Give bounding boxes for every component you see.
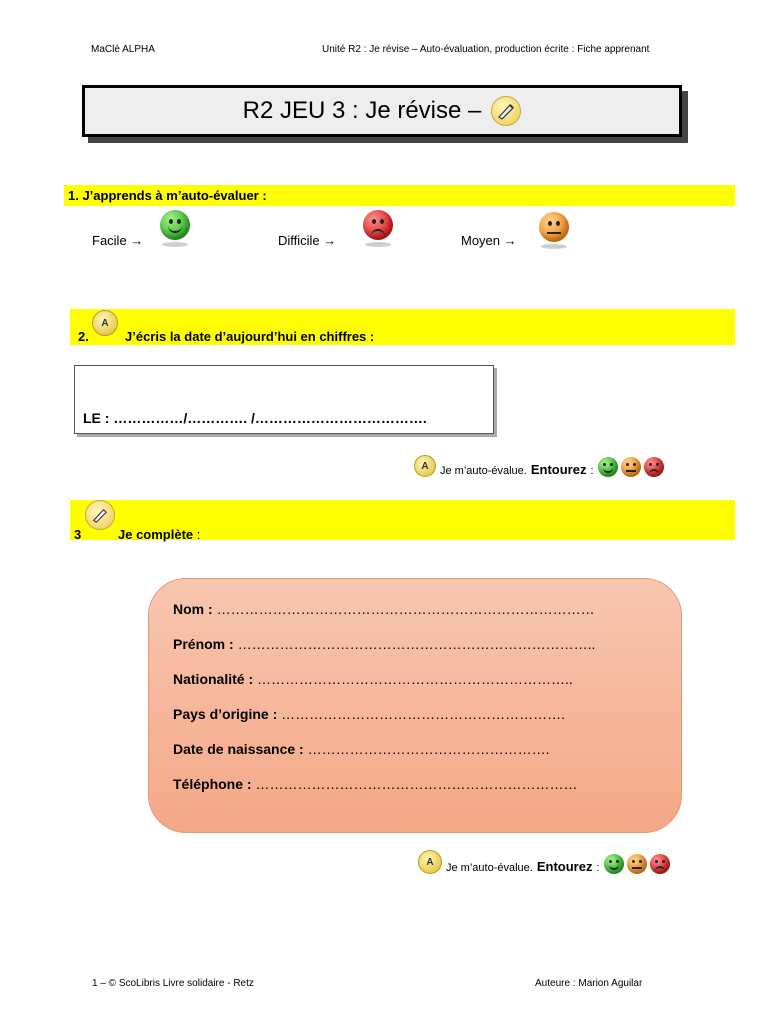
self-eval-row-1: A Je m’auto-évalue. Entourez : bbox=[414, 455, 664, 477]
form-row-date-naissance[interactable]: Date de naissance : ……………………………………………. bbox=[173, 741, 550, 757]
happy-smiley-icon bbox=[160, 210, 190, 245]
page-title: R2 JEU 3 : Je révise – bbox=[242, 97, 482, 124]
section2-heading: J’écris la date d’aujourd’hui en chiffres : bbox=[125, 329, 375, 344]
writing-pen-icon: A bbox=[92, 310, 118, 336]
neutral-smiley-icon[interactable] bbox=[627, 854, 647, 874]
pencil-hand-icon bbox=[491, 96, 521, 126]
footer-left: 1 – © ScoLibris Livre solidaire - Retz bbox=[92, 978, 254, 989]
identity-form bbox=[148, 578, 682, 833]
label-difficile: Difficile → bbox=[278, 233, 337, 248]
writing-pen-icon: A bbox=[418, 850, 442, 874]
self-eval-text: Je m’auto-évalue. bbox=[446, 862, 533, 874]
happy-smiley-icon[interactable] bbox=[598, 457, 618, 477]
section2-number: 2. bbox=[78, 329, 89, 344]
sad-smiley-icon[interactable] bbox=[644, 457, 664, 477]
title-box bbox=[82, 85, 682, 137]
form-row-nom[interactable]: Nom : ……………………………………………………………………… bbox=[173, 601, 595, 617]
header-left: MaClé ALPHA bbox=[91, 44, 155, 55]
self-eval-row-2: A Je m’auto-évalue. Entourez : bbox=[418, 850, 670, 874]
header-right: Unité R2 : Je révise – Auto-évaluation, production écrite : Fiche apprenant bbox=[322, 44, 650, 55]
date-box bbox=[74, 365, 494, 434]
section3-number: 3 bbox=[74, 527, 82, 542]
self-eval-instruction: Entourez bbox=[536, 859, 593, 874]
writing-pen-icon: A bbox=[414, 455, 436, 477]
date-line[interactable]: LE : ……………/…………. /………………………………. bbox=[83, 410, 427, 426]
self-eval-text: Je m’auto-évalue. bbox=[440, 465, 527, 477]
pencil-hand-icon bbox=[85, 500, 115, 530]
form-row-prenom[interactable]: Prénom : ………………………………………………………………….. bbox=[173, 636, 596, 652]
form-row-nationalite[interactable]: Nationalité : ………………………………………………………….. bbox=[173, 671, 573, 687]
label-moyen: Moyen → bbox=[461, 233, 517, 248]
footer-right: Auteure : Marion Aguilar bbox=[535, 978, 643, 989]
neutral-smiley-icon[interactable] bbox=[621, 457, 641, 477]
neutral-smiley-icon bbox=[539, 212, 569, 247]
section3-heading-wrap: Je complète : bbox=[118, 527, 201, 542]
form-row-telephone[interactable]: Téléphone : …………………………………………………………… bbox=[173, 776, 578, 792]
sad-smiley-icon[interactable] bbox=[650, 854, 670, 874]
happy-smiley-icon[interactable] bbox=[604, 854, 624, 874]
form-row-pays-origine[interactable]: Pays d’origine : ……………………………………………………. bbox=[173, 706, 566, 722]
label-facile: Facile → bbox=[92, 233, 144, 248]
section1-heading: 1. J’apprends à m’auto-évaluer : bbox=[68, 188, 267, 203]
sad-smiley-icon bbox=[363, 210, 393, 245]
self-eval-instruction: Entourez bbox=[530, 462, 587, 477]
section3-heading: Je complète bbox=[118, 527, 194, 542]
